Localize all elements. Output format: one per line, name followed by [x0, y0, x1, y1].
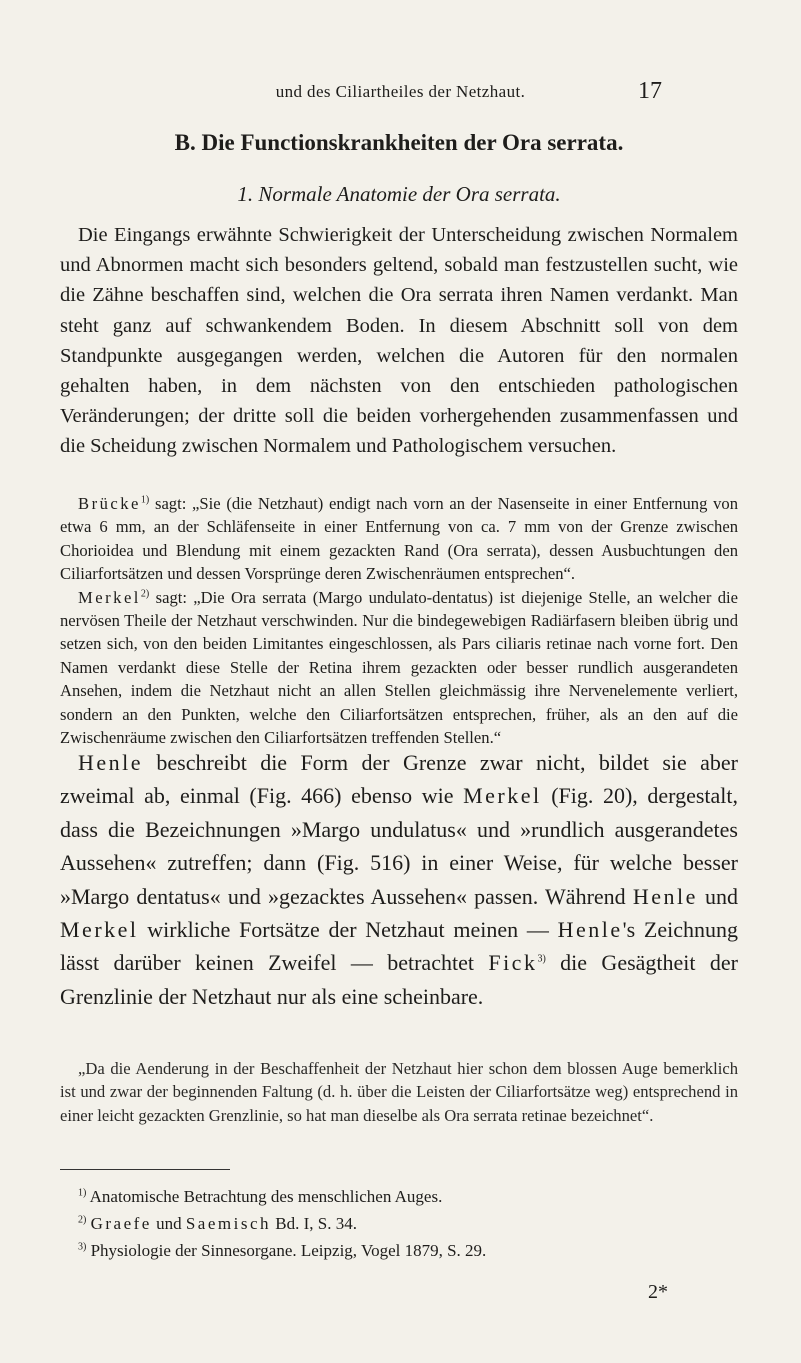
henle-text-part-2: (Fig. 20), dergestalt, dass die Bezeichnungen »Margo undulatus« und »rundlich ausgerandetes Aussehen« zutreffen; dann (Fig. 516) in einer Weise, für welche besser »Margo dentatus« und »gezacktes Aussehen« passen. Während — [60, 783, 738, 909]
footnote-text-3: Physiologie der Sinnesorgane. Leipzig, Vogel 1879, S. 29. — [86, 1241, 487, 1260]
section-heading: B. Die Functionskrankheiten der Ora serrata. — [174, 130, 624, 155]
author-fick: Fick — [488, 950, 538, 976]
intro-paragraph — [60, 220, 738, 462]
intro-text: Die Eingangs erwähnte Schwierigkeit der Unterscheidung zwischen Normalem und Abnormen macht sich besonders geltend, sobald man festzustellen sucht, wie die Zähne beschaffen sind, welchen die Ora serrata ihren Namen verdankt. Man steht ganz auf schwankendem Boden. In diesem Abschnitt soll von dem Standpunkte ausgegangen werden, welchen die Autoren für den normalen gehalten haben, in dem nächsten von den entschieden pathologischen Veränderungen; der dritte soll die beiden vorhergehenden zusammenfassen und die Scheidung zwischen Normalem und Pathologischem versuchen. — [60, 224, 738, 458]
footnote-author-saemisch: Saemisch — [185, 1214, 271, 1233]
signature-mark: 2* — [648, 1281, 668, 1303]
merkel-paragraph — [60, 586, 738, 750]
footnotes — [60, 1183, 738, 1264]
author-henle: Henle — [78, 750, 144, 775]
fick-quote-block — [60, 1057, 738, 1127]
footnote-ref-3: 3) — [537, 954, 546, 966]
footnote-3 — [60, 1237, 738, 1264]
henle-text-part-3: und — [697, 883, 738, 909]
footnote-2 — [60, 1210, 738, 1237]
henle-text-part-6: die Gesägtheit der Grenzlinie der Netzhaut nur als eine scheinbare. — [60, 950, 738, 1009]
fick-quote: „Da die Aenderung in der Beschaffenheit der Netzhaut hier schon dem blossen Auge bemerklich ist und zwar der beginnenden Faltung (d. h. über die Leisten der Ciliarfortsätze weg) entsprechend in einer leicht gezackten Grenzlinie, so hat man dieselbe als Ora serrata retinae bezeichnet“. — [60, 1059, 738, 1125]
henle-text-part-4: wirkliche Fortsätze der Netzhaut meinen — — [138, 917, 558, 943]
merkel-quote: sagt: „Die Ora serrata (Margo undulato-dentatus) ist diejenige Stelle, an welcher die nervösen Theile der Netzhaut verschwinden. Nur die bindegewebigen Radiärfasern bleiben übrig und setzen sich, von den beiden Limitantes eingeschlossen, als Pars ciliaris retinae nach vorne fort. Den Namen verdankt diese Stelle der Retina ihrem gezackten oder besser rundlich ausgerandeten Ansehen, indem die Netzhaut nicht an allen Stellen gleichmässig ihre Nervenelemente verliert, sondern an den Punkten, welche den Ciliarfortsätzen entsprechen, früher, als an den auf die Zwischenräume zwischen den Ciliarfortsätzen treffenden Stellen.“ — [60, 587, 738, 748]
footnote-mark-3: 3) — [78, 1241, 87, 1253]
sub-heading: 1. Normale Anatomie der Ora serrata. — [237, 182, 561, 206]
footnote-text-2-mid: und — [151, 1214, 186, 1233]
footnote-ref-1: 1) — [140, 494, 150, 506]
henle-text-part-5: 's Zeichnung lässt darüber keinen Zweifel — betrachtet — [60, 917, 738, 976]
footnote-text-2: Bd. I, S. 34. — [271, 1214, 357, 1233]
bruecke-paragraph — [60, 492, 738, 586]
bruecke-quote: sagt: „Sie (die Netzhaut) endigt nach vorn an der Nasenseite in einer Entfernung von etwa 6 mm, an der Schläfenseite in einer Entfernung von ca. 7 mm von der Grenze zwischen Chorioidea und Blendung mit einem gezackten Rand (Ora serrata), dessen Ausbuchtungen den Ciliarfortsätzen und dessen Vorsprünge deren Zwischenräumen entsprechen“. — [60, 494, 738, 584]
author-merkel-ref-2: Merkel — [60, 917, 139, 943]
footnote-mark-2: 2) — [78, 1214, 87, 1226]
footnote-author-graefe: Graefe — [90, 1214, 152, 1233]
quotes-block — [60, 492, 738, 749]
author-bruecke: Brücke — [78, 494, 141, 513]
author-merkel: Merkel — [78, 587, 141, 607]
page-number: 17 — [638, 78, 662, 104]
author-henle-ref-2: Henle — [557, 917, 623, 943]
henle-paragraph — [60, 746, 738, 1013]
footnote-text-1: Anatomische Betrachtung des menschlichen Auges. — [86, 1187, 443, 1206]
running-title: und des Ciliartheiles der Netzhaut. — [275, 82, 526, 101]
author-merkel-ref: Merkel — [463, 783, 542, 809]
footnote-1 — [60, 1183, 738, 1210]
footnote-mark-1: 1) — [78, 1187, 87, 1199]
footnote-divider — [60, 1169, 230, 1170]
footnote-ref-2: 2) — [140, 588, 150, 600]
henle-text — [60, 746, 738, 1013]
henle-text-part-1: beschreibt die Form der Grenze zwar nicht, bildet sie aber zweimal ab, einmal (Fig. 466) ebenso wie — [60, 750, 738, 809]
author-henle-ref: Henle — [632, 883, 698, 909]
